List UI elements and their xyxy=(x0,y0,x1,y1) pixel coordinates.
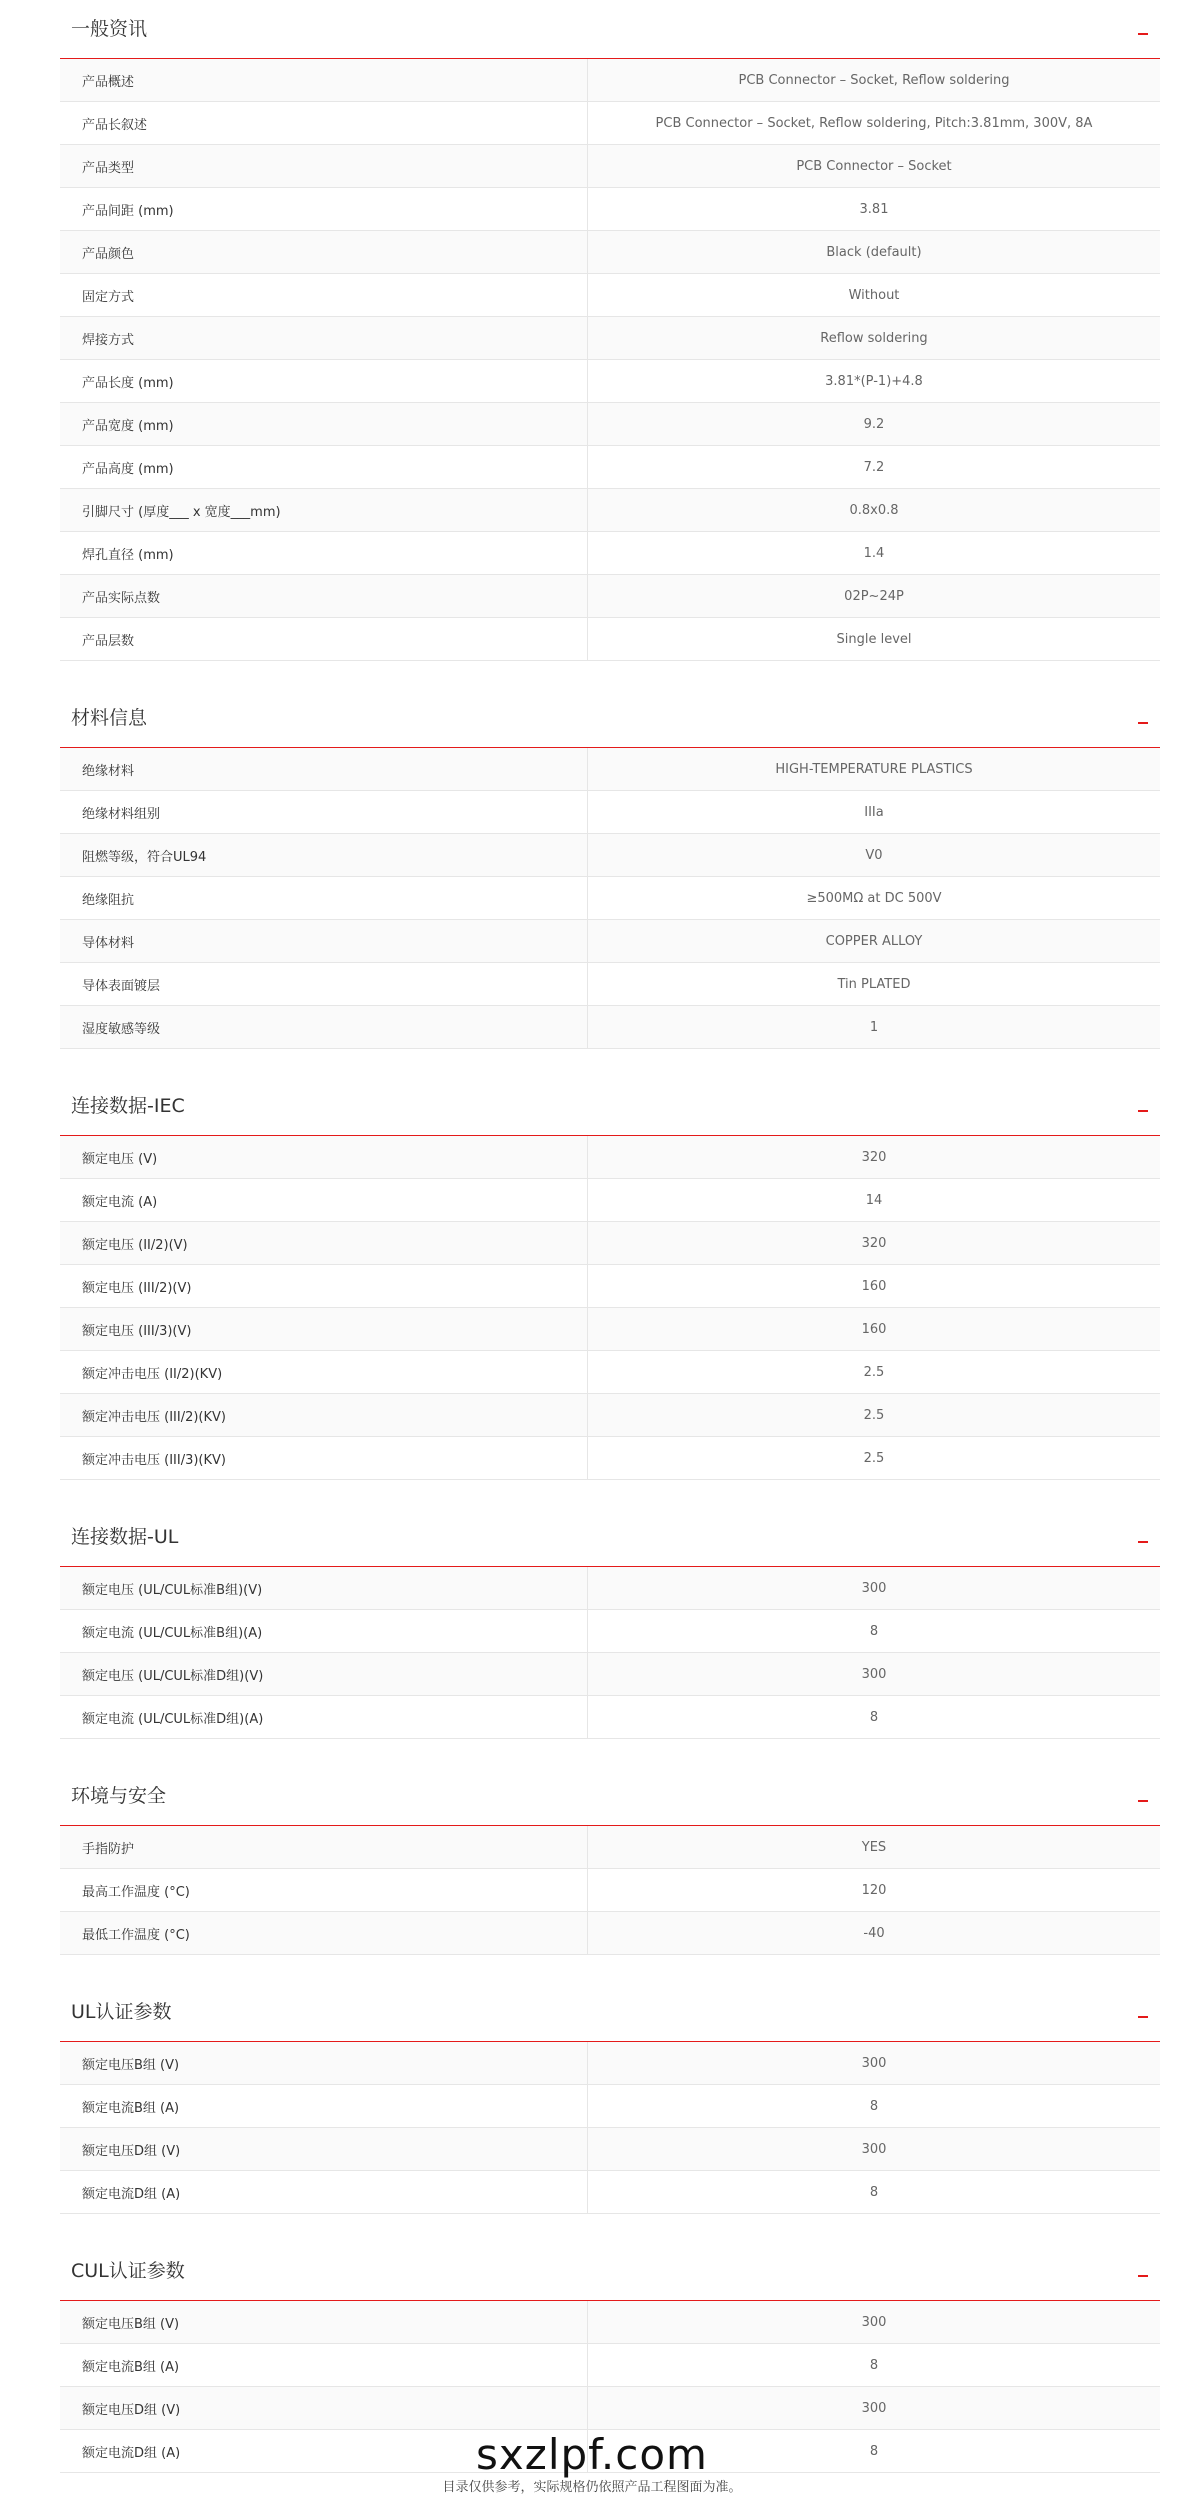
spec-value: PCB Connector – Socket, Reflow soldering xyxy=(738,72,1010,88)
section-spacer xyxy=(60,1049,1160,1077)
table-row xyxy=(60,2171,1160,2214)
spec-label: 额定电压 (UL/CUL标准B组)(V) xyxy=(60,1567,588,1609)
spec-value: 2.5 xyxy=(863,1364,885,1380)
spec-section xyxy=(60,1508,1160,1767)
spec-section xyxy=(60,0,1160,689)
table-row xyxy=(60,575,1160,618)
section-title: 连接数据-UL xyxy=(71,1526,179,1548)
spec-value: -40 xyxy=(863,1925,885,1941)
spec-value: 2.5 xyxy=(863,1407,885,1423)
table-row xyxy=(60,920,1160,963)
table-row xyxy=(60,2128,1160,2171)
spec-label: 引脚尺寸 (厚度___ x 宽度___mm) xyxy=(60,489,588,531)
spec-table xyxy=(60,748,1160,1049)
spec-value: Tin PLATED xyxy=(837,976,911,992)
section-spacer xyxy=(60,661,1160,689)
spec-label: 额定电压 (III/2)(V) xyxy=(60,1265,588,1307)
table-row xyxy=(60,1006,1160,1049)
spec-section xyxy=(60,1767,1160,1983)
spec-label: 产品宽度 (mm) xyxy=(60,403,588,445)
table-row xyxy=(60,1136,1160,1179)
table-row xyxy=(60,1826,1160,1869)
section-spacer xyxy=(60,2214,1160,2242)
table-row xyxy=(60,1308,1160,1351)
spec-label: 额定电压 (III/3)(V) xyxy=(60,1308,588,1350)
spec-value: Single level xyxy=(836,631,912,647)
collapse-icon[interactable] xyxy=(1138,2275,1148,2277)
spec-label: 额定电压 (V) xyxy=(60,1136,588,1178)
spec-value: 14 xyxy=(865,1192,883,1208)
spec-label: 额定冲击电压 (III/2)(KV) xyxy=(60,1394,588,1436)
table-row xyxy=(60,618,1160,661)
table-row xyxy=(60,877,1160,920)
table-row xyxy=(60,2387,1160,2430)
spec-value: IIIa xyxy=(864,804,884,820)
spec-label: 绝缘阻抗 xyxy=(60,877,588,919)
spec-value: 300 xyxy=(861,1580,887,1596)
table-row xyxy=(60,748,1160,791)
spec-table xyxy=(60,2042,1160,2214)
spec-value: PCB Connector – Socket, Reflow soldering, Pitch:3.81mm, 300V, 8A xyxy=(655,115,1093,131)
section-spacer xyxy=(60,1480,1160,1508)
spec-value: 8 xyxy=(869,1709,879,1725)
table-row xyxy=(60,2344,1160,2387)
spec-label: 额定电流D组 (A) xyxy=(60,2171,588,2213)
collapse-icon[interactable] xyxy=(1138,1541,1148,1543)
spec-label: 绝缘材料组别 xyxy=(60,791,588,833)
section-title: CUL认证参数 xyxy=(71,2260,185,2282)
table-row xyxy=(60,403,1160,446)
spec-label: 手指防护 xyxy=(60,1826,588,1868)
table-row xyxy=(60,231,1160,274)
spec-label: 额定电压 (UL/CUL标准D组)(V) xyxy=(60,1653,588,1695)
spec-label: 产品间距 (mm) xyxy=(60,188,588,230)
table-row xyxy=(60,446,1160,489)
collapse-icon[interactable] xyxy=(1138,722,1148,724)
spec-label: 产品概述 xyxy=(60,59,588,101)
spec-label: 额定电压D组 (V) xyxy=(60,2387,588,2429)
spec-label: 产品颜色 xyxy=(60,231,588,273)
spec-value: 320 xyxy=(861,1149,887,1165)
table-row xyxy=(60,1912,1160,1955)
spec-value: Reflow soldering xyxy=(820,330,928,346)
section-title: 环境与安全 xyxy=(71,1785,167,1807)
spec-value: 8 xyxy=(869,2098,879,2114)
table-row xyxy=(60,2301,1160,2344)
section-spacer xyxy=(60,1955,1160,1983)
table-row xyxy=(60,274,1160,317)
spec-label: 额定电流B组 (A) xyxy=(60,2085,588,2127)
spec-value: 0.8x0.8 xyxy=(849,502,899,518)
table-row xyxy=(60,2042,1160,2085)
footnote: 目录仅供参考，实际规格仍依照产品工程图面为准。 xyxy=(442,2480,742,2495)
spec-value: 02P~24P xyxy=(844,588,904,604)
table-row xyxy=(60,1437,1160,1480)
spec-label: 额定电流B组 (A) xyxy=(60,2344,588,2386)
spec-label: 额定电流D组 (A) xyxy=(60,2430,588,2472)
spec-value: 300 xyxy=(861,1666,887,1682)
collapse-icon[interactable] xyxy=(1138,2016,1148,2018)
spec-value: 8 xyxy=(869,1623,879,1639)
spec-section xyxy=(60,1077,1160,1508)
spec-label: 导体表面镀层 xyxy=(60,963,588,1005)
section-title: 连接数据-IEC xyxy=(71,1095,185,1117)
spec-section xyxy=(60,689,1160,1077)
spec-label: 额定冲击电压 (II/2)(KV) xyxy=(60,1351,588,1393)
section-header[interactable] xyxy=(60,1077,1160,1136)
section-header[interactable] xyxy=(60,1508,1160,1567)
section-header[interactable] xyxy=(60,0,1160,59)
table-row xyxy=(60,1567,1160,1610)
spec-value: 8 xyxy=(869,2443,879,2459)
collapse-icon[interactable] xyxy=(1138,33,1148,35)
spec-value: 9.2 xyxy=(863,416,885,432)
spec-label: 产品高度 (mm) xyxy=(60,446,588,488)
spec-label: 最低工作温度 (°C) xyxy=(60,1912,588,1954)
section-header[interactable] xyxy=(60,1983,1160,2042)
section-title: 一般资讯 xyxy=(71,18,148,40)
table-row xyxy=(60,532,1160,575)
spec-value: 1.4 xyxy=(863,545,885,561)
table-row xyxy=(60,102,1160,145)
collapse-icon[interactable] xyxy=(1138,1110,1148,1112)
table-row xyxy=(60,188,1160,231)
spec-label: 导体材料 xyxy=(60,920,588,962)
spec-table xyxy=(60,1826,1160,1955)
table-row xyxy=(60,1610,1160,1653)
spec-label: 产品长度 (mm) xyxy=(60,360,588,402)
spec-label: 额定电流 (UL/CUL标准B组)(A) xyxy=(60,1610,588,1652)
spec-label: 绝缘材料 xyxy=(60,748,588,790)
spec-label: 焊孔直径 (mm) xyxy=(60,532,588,574)
table-row xyxy=(60,1351,1160,1394)
spec-value: 300 xyxy=(861,2400,887,2416)
spec-label: 额定电流 (A) xyxy=(60,1179,588,1221)
spec-label: 额定电流 (UL/CUL标准D组)(A) xyxy=(60,1696,588,1738)
table-row xyxy=(60,1222,1160,1265)
section-header[interactable] xyxy=(60,1767,1160,1826)
spec-label: 额定电压 (II/2)(V) xyxy=(60,1222,588,1264)
spec-value: 160 xyxy=(861,1321,887,1337)
table-row xyxy=(60,1653,1160,1696)
table-row xyxy=(60,1265,1160,1308)
spec-value: V0 xyxy=(865,847,883,863)
spec-label: 阻燃等级，符合UL94 xyxy=(60,834,588,876)
spec-label: 产品层数 xyxy=(60,618,588,660)
table-row xyxy=(60,1696,1160,1739)
spec-label: 产品类型 xyxy=(60,145,588,187)
spec-label: 产品长叙述 xyxy=(60,102,588,144)
table-row xyxy=(60,1179,1160,1222)
spec-value: 8 xyxy=(869,2184,879,2200)
section-title: 材料信息 xyxy=(71,707,148,729)
table-row xyxy=(60,317,1160,360)
table-row xyxy=(60,145,1160,188)
watermark-text: sxzlpf.com xyxy=(476,2430,708,2479)
table-row xyxy=(60,59,1160,102)
table-row xyxy=(60,2085,1160,2128)
table-row xyxy=(60,834,1160,877)
spec-label: 额定冲击电压 (III/3)(KV) xyxy=(60,1437,588,1479)
spec-table xyxy=(60,59,1160,661)
spec-table xyxy=(60,1567,1160,1739)
spec-value: 3.81*(P-1)+4.8 xyxy=(825,373,923,389)
spec-section xyxy=(60,1983,1160,2242)
spec-value: HIGH-TEMPERATURE PLASTICS xyxy=(775,761,973,777)
spec-label: 固定方式 xyxy=(60,274,588,316)
table-row xyxy=(60,1394,1160,1437)
section-title: UL认证参数 xyxy=(71,2001,172,2023)
spec-value: COPPER ALLOY xyxy=(825,933,923,949)
spec-label: 额定电压D组 (V) xyxy=(60,2128,588,2170)
spec-value: ≥500MΩ at DC 500V xyxy=(806,890,942,906)
spec-value: 120 xyxy=(861,1882,887,1898)
table-row xyxy=(60,360,1160,403)
spec-label: 焊接方式 xyxy=(60,317,588,359)
table-row xyxy=(60,489,1160,532)
section-spacer xyxy=(60,1739,1160,1767)
spec-label: 额定电压B组 (V) xyxy=(60,2042,588,2084)
spec-sections xyxy=(60,0,1160,2473)
spec-value: 3.81 xyxy=(859,201,889,217)
spec-value: 160 xyxy=(861,1278,887,1294)
spec-label: 湿度敏感等级 xyxy=(60,1006,588,1048)
table-row xyxy=(60,963,1160,1006)
spec-value: 300 xyxy=(861,2314,887,2330)
section-header[interactable] xyxy=(60,689,1160,748)
collapse-icon[interactable] xyxy=(1138,1800,1148,1802)
spec-table xyxy=(60,1136,1160,1480)
spec-value: 2.5 xyxy=(863,1450,885,1466)
spec-value: 320 xyxy=(861,1235,887,1251)
spec-label: 额定电压B组 (V) xyxy=(60,2301,588,2343)
spec-label: 最高工作温度 (°C) xyxy=(60,1869,588,1911)
spec-value: Black (default) xyxy=(826,244,922,260)
spec-value: 7.2 xyxy=(863,459,885,475)
spec-label: 产品实际点数 xyxy=(60,575,588,617)
spec-value: PCB Connector – Socket xyxy=(796,158,952,174)
spec-value: 1 xyxy=(869,1019,879,1035)
spec-value: 300 xyxy=(861,2141,887,2157)
spec-value: Without xyxy=(848,287,900,303)
spec-value: 8 xyxy=(869,2357,879,2373)
spec-value: YES xyxy=(861,1839,887,1855)
spec-value: 300 xyxy=(861,2055,887,2071)
table-row xyxy=(60,791,1160,834)
table-row xyxy=(60,1869,1160,1912)
section-header[interactable] xyxy=(60,2242,1160,2301)
